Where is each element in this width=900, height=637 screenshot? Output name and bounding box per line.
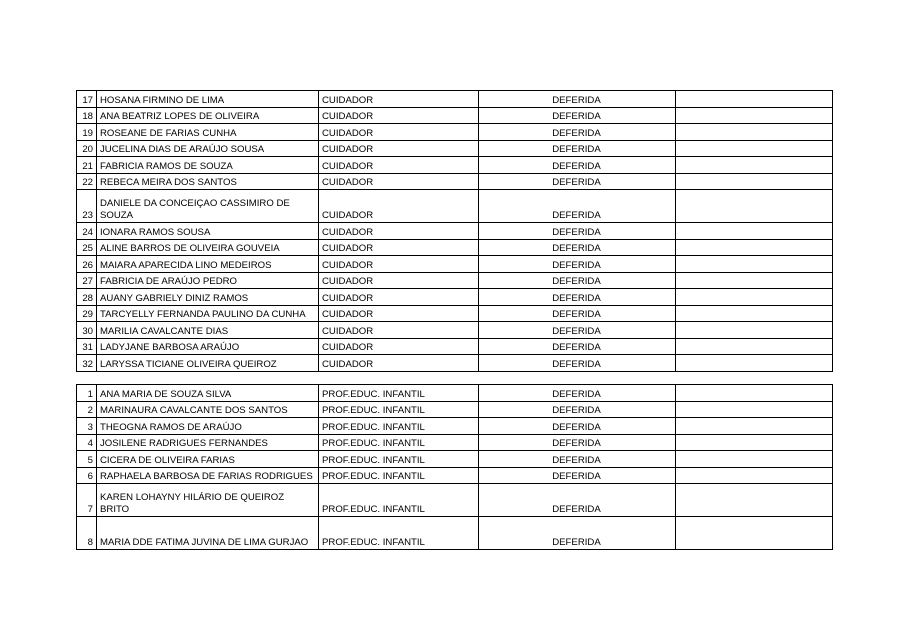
row-status: DEFERIDA xyxy=(479,239,676,256)
row-number: 2 xyxy=(77,401,97,418)
row-role: PROF.EDUC. INFANTIL xyxy=(319,434,479,451)
row-status: DEFERIDA xyxy=(479,484,676,517)
table-row xyxy=(77,256,833,273)
row-status: DEFERIDA xyxy=(479,451,676,468)
table-row xyxy=(77,140,833,157)
row-role: CUIDADOR xyxy=(319,124,479,141)
row-extra xyxy=(676,140,833,157)
row-extra xyxy=(676,190,833,223)
row-extra xyxy=(676,355,833,372)
table-row xyxy=(77,338,833,355)
row-status: DEFERIDA xyxy=(479,91,676,108)
table-row xyxy=(77,157,833,174)
row-extra xyxy=(676,467,833,484)
cuidador-table-body xyxy=(77,91,833,372)
row-role: CUIDADOR xyxy=(319,91,479,108)
row-extra xyxy=(676,385,833,402)
row-role: PROF.EDUC. INFANTIL xyxy=(319,484,479,517)
table-row xyxy=(77,451,833,468)
row-number: 18 xyxy=(77,107,97,124)
row-name: ANA MARIA DE SOUZA SILVA xyxy=(97,385,319,402)
row-number: 31 xyxy=(77,338,97,355)
row-status: DEFERIDA xyxy=(479,401,676,418)
row-name: LARYSSA TICIANE OLIVEIRA QUEIROZ xyxy=(97,355,319,372)
table-row xyxy=(77,517,833,550)
row-role: CUIDADOR xyxy=(319,305,479,322)
row-extra xyxy=(676,338,833,355)
row-extra xyxy=(676,434,833,451)
row-role: CUIDADOR xyxy=(319,140,479,157)
row-extra xyxy=(676,451,833,468)
table-row xyxy=(77,418,833,435)
row-role: CUIDADOR xyxy=(319,190,479,223)
table-row xyxy=(77,223,833,240)
row-status: DEFERIDA xyxy=(479,434,676,451)
table-row xyxy=(77,173,833,190)
row-role: CUIDADOR xyxy=(319,355,479,372)
table-row xyxy=(77,385,833,402)
row-status: DEFERIDA xyxy=(479,173,676,190)
row-status: DEFERIDA xyxy=(479,272,676,289)
row-status: DEFERIDA xyxy=(479,418,676,435)
row-number: 7 xyxy=(77,484,97,517)
row-name: THEOGNA RAMOS DE ARAÚJO xyxy=(97,418,319,435)
row-number: 27 xyxy=(77,272,97,289)
table-row xyxy=(77,91,833,108)
row-name: KAREN LOHAYNY HILÁRIO DE QUEIROZ BRITO xyxy=(97,484,319,517)
table-row xyxy=(77,467,833,484)
row-name: JUCELINA DIAS DE ARAÚJO SOUSA xyxy=(97,140,319,157)
row-role: PROF.EDUC. INFANTIL xyxy=(319,385,479,402)
row-name: DANIELE DA CONCEIÇAO CASSIMIRO DE SOUZA xyxy=(97,190,319,223)
row-name: MARINAURA CAVALCANTE DOS SANTOS xyxy=(97,401,319,418)
row-status: DEFERIDA xyxy=(479,223,676,240)
row-status: DEFERIDA xyxy=(479,517,676,550)
row-extra xyxy=(676,223,833,240)
row-number: 26 xyxy=(77,256,97,273)
row-name: JOSILENE RADRIGUES FERNANDES xyxy=(97,434,319,451)
row-role: CUIDADOR xyxy=(319,289,479,306)
row-role: CUIDADOR xyxy=(319,272,479,289)
table-row xyxy=(77,484,833,517)
row-number: 17 xyxy=(77,91,97,108)
row-extra xyxy=(676,91,833,108)
row-name: CICERA DE OLIVEIRA FARIAS xyxy=(97,451,319,468)
row-extra xyxy=(676,124,833,141)
table-row xyxy=(77,305,833,322)
row-number: 8 xyxy=(77,517,97,550)
row-number: 32 xyxy=(77,355,97,372)
row-extra xyxy=(676,173,833,190)
row-status: DEFERIDA xyxy=(479,157,676,174)
row-number: 20 xyxy=(77,140,97,157)
row-name: RAPHAELA BARBOSA DE FARIAS RODRIGUES xyxy=(97,467,319,484)
row-number: 1 xyxy=(77,385,97,402)
row-extra xyxy=(676,256,833,273)
row-number: 23 xyxy=(77,190,97,223)
row-number: 29 xyxy=(77,305,97,322)
row-status: DEFERIDA xyxy=(479,140,676,157)
row-number: 4 xyxy=(77,434,97,451)
row-extra xyxy=(676,484,833,517)
row-role: CUIDADOR xyxy=(319,338,479,355)
cuidador-table xyxy=(76,90,833,372)
row-number: 28 xyxy=(77,289,97,306)
row-name: ROSEANE DE FARIAS CUNHA xyxy=(97,124,319,141)
row-status: DEFERIDA xyxy=(479,355,676,372)
row-name: ALINE BARROS DE OLIVEIRA GOUVEIA xyxy=(97,239,319,256)
table-row xyxy=(77,107,833,124)
row-number: 21 xyxy=(77,157,97,174)
table-row xyxy=(77,272,833,289)
row-role: CUIDADOR xyxy=(319,107,479,124)
row-role: PROF.EDUC. INFANTIL xyxy=(319,401,479,418)
row-name: FABRICIA DE ARAÚJO PEDRO xyxy=(97,272,319,289)
row-role: PROF.EDUC. INFANTIL xyxy=(319,418,479,435)
row-extra xyxy=(676,401,833,418)
table-row xyxy=(77,190,833,223)
row-role: CUIDADOR xyxy=(319,223,479,240)
table-row xyxy=(77,322,833,339)
row-role: PROF.EDUC. INFANTIL xyxy=(319,451,479,468)
row-status: DEFERIDA xyxy=(479,322,676,339)
row-number: 22 xyxy=(77,173,97,190)
table-row xyxy=(77,434,833,451)
row-role: CUIDADOR xyxy=(319,173,479,190)
table-row xyxy=(77,355,833,372)
row-name: REBECA MEIRA DOS SANTOS xyxy=(97,173,319,190)
row-role: PROF.EDUC. INFANTIL xyxy=(319,467,479,484)
row-number: 6 xyxy=(77,467,97,484)
prof-educ-infantil-table xyxy=(76,384,833,550)
row-name: FABRICIA RAMOS DE SOUZA xyxy=(97,157,319,174)
row-status: DEFERIDA xyxy=(479,289,676,306)
row-role: CUIDADOR xyxy=(319,239,479,256)
prof-educ-infantil-table-body xyxy=(77,385,833,550)
row-extra xyxy=(676,517,833,550)
row-name: HOSANA FIRMINO DE LIMA xyxy=(97,91,319,108)
row-name: ANA BEATRIZ LOPES DE OLIVEIRA xyxy=(97,107,319,124)
row-name: IONARA RAMOS SOUSA xyxy=(97,223,319,240)
row-name: MARILIA CAVALCANTE DIAS xyxy=(97,322,319,339)
table-row xyxy=(77,124,833,141)
row-name: MAIARA APARECIDA LINO MEDEIROS xyxy=(97,256,319,273)
row-status: DEFERIDA xyxy=(479,385,676,402)
row-extra xyxy=(676,305,833,322)
row-extra xyxy=(676,107,833,124)
row-role: CUIDADOR xyxy=(319,256,479,273)
row-number: 3 xyxy=(77,418,97,435)
row-extra xyxy=(676,157,833,174)
row-status: DEFERIDA xyxy=(479,467,676,484)
row-status: DEFERIDA xyxy=(479,338,676,355)
row-role: CUIDADOR xyxy=(319,322,479,339)
row-number: 5 xyxy=(77,451,97,468)
row-number: 30 xyxy=(77,322,97,339)
row-number: 24 xyxy=(77,223,97,240)
row-role: CUIDADOR xyxy=(319,157,479,174)
row-number: 19 xyxy=(77,124,97,141)
row-number: 25 xyxy=(77,239,97,256)
row-status: DEFERIDA xyxy=(479,107,676,124)
row-name: MARIA DDE FATIMA JUVINA DE LIMA GURJAO xyxy=(97,517,319,550)
table-row xyxy=(77,401,833,418)
row-status: DEFERIDA xyxy=(479,256,676,273)
row-name: TARCYELLY FERNANDA PAULINO DA CUNHA xyxy=(97,305,319,322)
row-name: LADYJANE BARBOSA ARAÚJO xyxy=(97,338,319,355)
row-name: AUANY GABRIELY DINIZ RAMOS xyxy=(97,289,319,306)
row-extra xyxy=(676,418,833,435)
row-extra xyxy=(676,239,833,256)
row-status: DEFERIDA xyxy=(479,124,676,141)
row-status: DEFERIDA xyxy=(479,190,676,223)
table-row xyxy=(77,289,833,306)
row-extra xyxy=(676,322,833,339)
table-row xyxy=(77,239,833,256)
row-status: DEFERIDA xyxy=(479,305,676,322)
row-extra xyxy=(676,289,833,306)
row-extra xyxy=(676,272,833,289)
row-role: PROF.EDUC. INFANTIL xyxy=(319,517,479,550)
